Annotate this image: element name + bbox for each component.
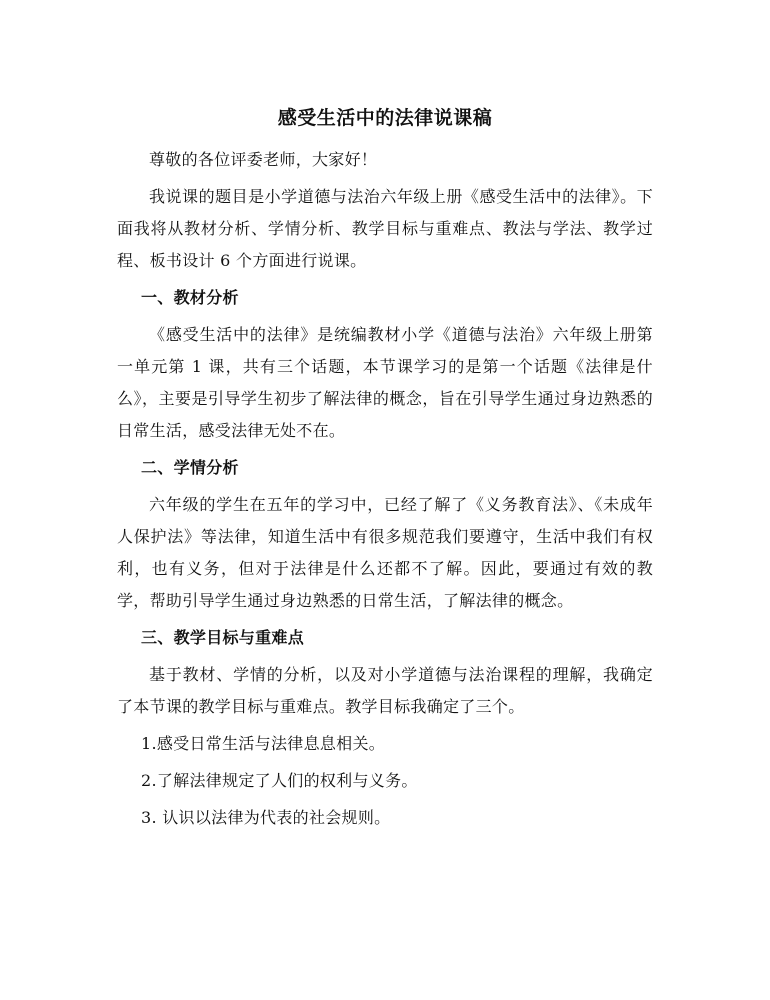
goal-item-2: 2.了解法律规定了人们的权利与义务。 — [141, 771, 418, 790]
section-heading-textbook-analysis: 一、教材分析 — [141, 288, 239, 307]
teaching-goals-paragraph: 基于教材、学情的分析，以及对小学道德与法治课程的理解，我确定了本节课的教学目标与重难点。教学目标我确定了三个。 — [117, 665, 653, 716]
greeting-paragraph: 尊敬的各位评委老师，大家好！ — [149, 150, 378, 169]
intro-paragraph: 我说课的题目是小学道德与法治六年级上册《感受生活中的法律》。下面我将从教材分析、学情分析、教学目标与重难点、教法与学法、教学过程、板书设计 6 个方面进行说课。 — [117, 187, 653, 270]
goal-item-3: 3. 认识以法律为代表的社会规则。 — [141, 808, 391, 827]
document-body — [117, 144, 653, 834]
document-title: 感受生活中的法律说课稿 — [277, 107, 493, 129]
textbook-analysis-paragraph: 《感受生活中的法律》是统编教材小学《道德与法治》六年级上册第一单元第 1 课，共有三个话题，本节课学习的是第一个话题《法律是什么》，主要是引导学生初步了解法律的概念，旨在引导学生通过身边熟悉的日常生活，感受法律无处不在。 — [117, 325, 653, 440]
section-heading-student-analysis: 二、学情分析 — [141, 458, 239, 477]
student-analysis-paragraph: 六年级的学生在五年的学习中，已经了解了《义务教育法》、《未成年人保护法》等法律，知道生活中有很多规范我们要遵守，生活中我们有权利，也有义务，但对于法律是什么还都不了解。因此，要通过有效的教学，帮助引导学生通过身边熟悉的日常生活，了解法律的概念。 — [117, 495, 653, 610]
goal-item-1: 1.感受日常生活与法律息息相关。 — [141, 734, 386, 753]
section-heading-teaching-goals: 三、教学目标与重难点 — [141, 628, 305, 647]
